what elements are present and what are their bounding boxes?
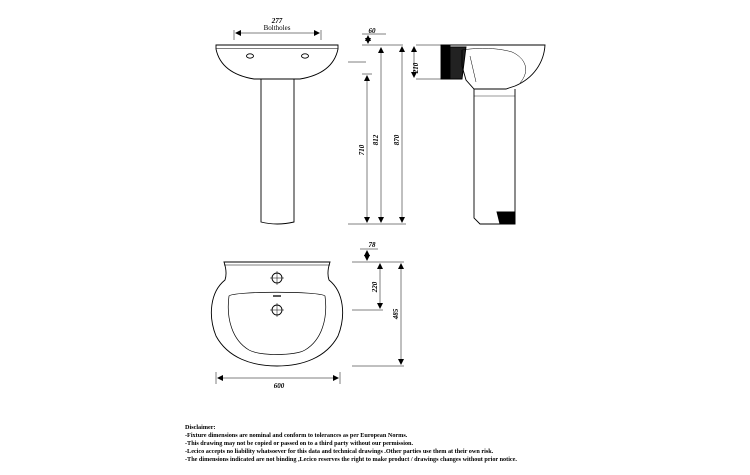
side-pedestal-outline <box>474 89 515 224</box>
plan-bowl-outline <box>228 292 325 354</box>
wall-gap-dim-value: 78 <box>368 241 376 249</box>
pedestal-height-dim-value: 710 <box>358 144 366 156</box>
wall-bracket <box>441 45 450 79</box>
front-basin-outline <box>216 45 338 79</box>
disclaimer-title: Disclaimer: <box>185 424 216 431</box>
overhang-dim-value: 60 <box>368 27 376 35</box>
bolthole-left <box>247 54 254 58</box>
disclaimer-line: -Fixture dimensions are nominal and conform to tolerances as per European Norms. <box>185 432 408 439</box>
disclaimer-line: -This drawing may not be copied or passed on to a third party without our permission. <box>185 440 414 447</box>
tap-to-wall-dim-value: 220 <box>371 281 379 293</box>
disclaimer <box>185 424 745 464</box>
rim-height-dim-value: 812 <box>372 134 380 146</box>
basin-depth-dim-value: 210 <box>412 62 420 74</box>
front-view <box>216 30 406 224</box>
disclaimer-line: -The dimensions indicated are not binding ,Lecico reserves the right to make product / drawings changes without prior notice. <box>185 456 517 463</box>
bolthole-right <box>302 54 309 58</box>
plan-view <box>211 249 404 384</box>
depth-dim-value: 485 <box>392 308 400 320</box>
side-view <box>414 45 545 224</box>
total-height-dim-value: 870 <box>393 134 401 146</box>
front-pedestal-outline <box>261 79 294 224</box>
width-dim-value: 600 <box>273 382 285 390</box>
disclaimer-line: -Lecico accepts no liability whatsoever for this data and technical drawings .Other parties use them at their own risk. <box>185 448 494 455</box>
bolthole-label: Boltholes <box>263 24 291 32</box>
bolthole-dim-value: 277 <box>271 17 283 25</box>
